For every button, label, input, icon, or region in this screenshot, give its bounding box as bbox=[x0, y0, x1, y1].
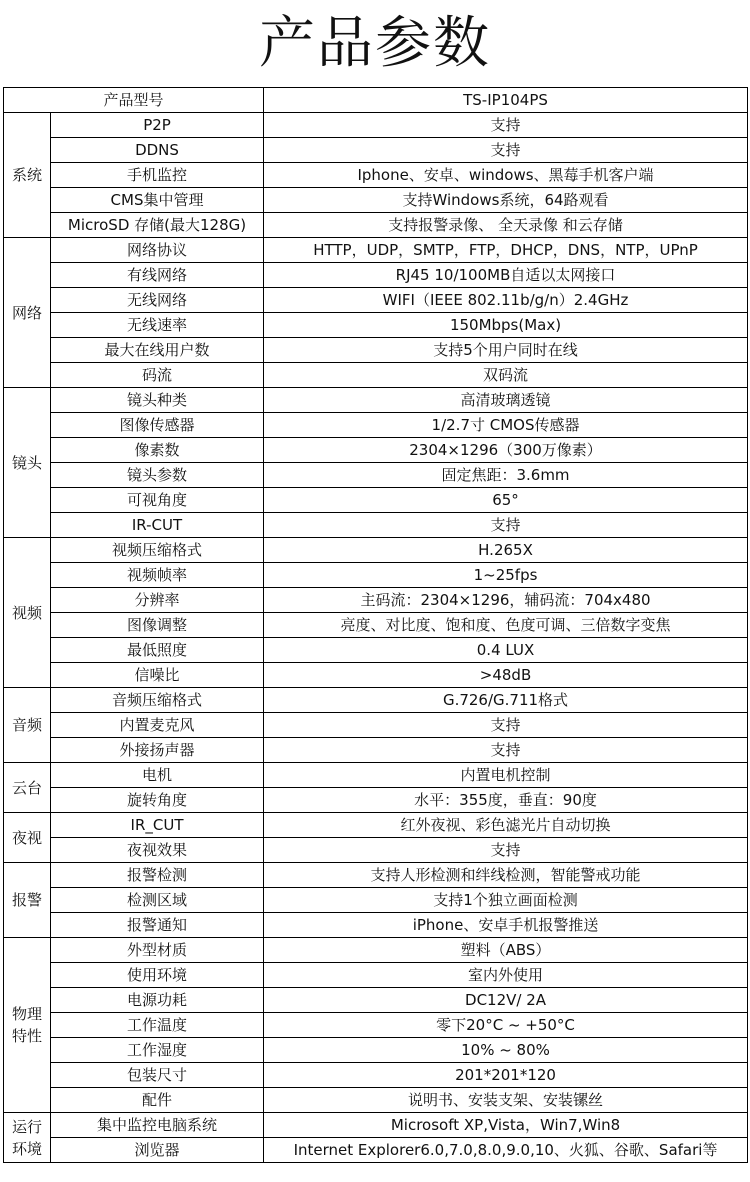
param-value: 亮度、对比度、饱和度、色度可调、三倍数字变焦 bbox=[264, 613, 748, 638]
param-value: 支持5个用户同时在线 bbox=[264, 338, 748, 363]
param-name: 夜视效果 bbox=[51, 838, 264, 863]
category-cell: 镜头 bbox=[4, 388, 51, 538]
category-cell: 网络 bbox=[4, 238, 51, 388]
table-row bbox=[4, 763, 748, 788]
param-name: 像素数 bbox=[51, 438, 264, 463]
param-name: 内置麦克风 bbox=[51, 713, 264, 738]
spec-table bbox=[3, 87, 748, 1163]
model-value: TS-IP104PS bbox=[264, 88, 748, 113]
param-value: Iphone、安卓、windows、黑莓手机客户端 bbox=[264, 163, 748, 188]
model-label: 产品型号 bbox=[4, 88, 264, 113]
param-name: 视频帧率 bbox=[51, 563, 264, 588]
table-row bbox=[4, 863, 748, 888]
category-cell: 物理 特性 bbox=[4, 938, 51, 1113]
param-name: 镜头种类 bbox=[51, 388, 264, 413]
table-row bbox=[4, 288, 748, 313]
table-row bbox=[4, 188, 748, 213]
param-name: 旋转角度 bbox=[51, 788, 264, 813]
param-value: iPhone、安卓手机报警推送 bbox=[264, 913, 748, 938]
param-value: 双码流 bbox=[264, 363, 748, 388]
param-name: 电源功耗 bbox=[51, 988, 264, 1013]
param-name: 报警通知 bbox=[51, 913, 264, 938]
param-name: 配件 bbox=[51, 1088, 264, 1113]
param-name: 外型材质 bbox=[51, 938, 264, 963]
table-row bbox=[4, 463, 748, 488]
param-value: 2304×1296（300万像素） bbox=[264, 438, 748, 463]
table-header-row bbox=[4, 88, 748, 113]
category-cell: 系统 bbox=[4, 113, 51, 238]
param-name: 检测区域 bbox=[51, 888, 264, 913]
param-name: P2P bbox=[51, 113, 264, 138]
table-row bbox=[4, 163, 748, 188]
param-value: HTTP，UDP，SMTP，FTP，DHCP，DNS，NTP，UPnP bbox=[264, 238, 748, 263]
table-row bbox=[4, 213, 748, 238]
param-name: 镜头参数 bbox=[51, 463, 264, 488]
table-row bbox=[4, 363, 748, 388]
category-cell: 报警 bbox=[4, 863, 51, 938]
param-name: 无线速率 bbox=[51, 313, 264, 338]
table-row bbox=[4, 1088, 748, 1113]
param-value: 支持1个独立画面检测 bbox=[264, 888, 748, 913]
table-row bbox=[4, 313, 748, 338]
param-value: 说明书、安装支架、安装镙丝 bbox=[264, 1088, 748, 1113]
table-row bbox=[4, 638, 748, 663]
table-row bbox=[4, 713, 748, 738]
param-value: 支持 bbox=[264, 738, 748, 763]
param-name: 视频压缩格式 bbox=[51, 538, 264, 563]
table-row bbox=[4, 813, 748, 838]
param-value: 高清玻璃透镜 bbox=[264, 388, 748, 413]
table-row bbox=[4, 513, 748, 538]
param-name: 信噪比 bbox=[51, 663, 264, 688]
param-value: RJ45 10/100MB自适以太网接口 bbox=[264, 263, 748, 288]
table-row bbox=[4, 838, 748, 863]
param-value: DC12V/ 2A bbox=[264, 988, 748, 1013]
table-row bbox=[4, 963, 748, 988]
table-row bbox=[4, 688, 748, 713]
param-value: 室内外使用 bbox=[264, 963, 748, 988]
param-value: 主码流：2304×1296，辅码流：704x480 bbox=[264, 588, 748, 613]
param-value: 150Mbps(Max) bbox=[264, 313, 748, 338]
param-value: 固定焦距：3.6mm bbox=[264, 463, 748, 488]
param-name: 分辨率 bbox=[51, 588, 264, 613]
param-name: 图像传感器 bbox=[51, 413, 264, 438]
category-cell: 视频 bbox=[4, 538, 51, 688]
param-name: 最低照度 bbox=[51, 638, 264, 663]
category-cell: 云台 bbox=[4, 763, 51, 813]
param-value: 支持 bbox=[264, 713, 748, 738]
param-name: 码流 bbox=[51, 363, 264, 388]
param-name: DDNS bbox=[51, 138, 264, 163]
table-row bbox=[4, 563, 748, 588]
param-value: 支持报警录像、 全天录像 和云存储 bbox=[264, 213, 748, 238]
table-row bbox=[4, 438, 748, 463]
param-name: 可视角度 bbox=[51, 488, 264, 513]
param-value: 红外夜视、彩色滤光片自动切换 bbox=[264, 813, 748, 838]
table-row bbox=[4, 238, 748, 263]
param-name: 音频压缩格式 bbox=[51, 688, 264, 713]
category-cell: 运行 环境 bbox=[4, 1113, 51, 1163]
param-value: 支持 bbox=[264, 513, 748, 538]
param-value: 1/2.7寸 CMOS传感器 bbox=[264, 413, 748, 438]
param-value: Internet Explorer6.0,7.0,8.0,9.0,10、火狐、谷歌、Safari等 bbox=[264, 1138, 748, 1163]
table-row bbox=[4, 1038, 748, 1063]
param-value: 1~25fps bbox=[264, 563, 748, 588]
table-row bbox=[4, 413, 748, 438]
page-title: 产品参数 bbox=[259, 11, 491, 76]
table-row bbox=[4, 338, 748, 363]
param-value: 塑料（ABS） bbox=[264, 938, 748, 963]
table-row bbox=[4, 1138, 748, 1163]
table-row bbox=[4, 138, 748, 163]
table-row bbox=[4, 788, 748, 813]
param-name: 工作湿度 bbox=[51, 1038, 264, 1063]
param-value: 0.4 LUX bbox=[264, 638, 748, 663]
table-row bbox=[4, 738, 748, 763]
param-value: 10% ~ 80% bbox=[264, 1038, 748, 1063]
table-row bbox=[4, 388, 748, 413]
param-name: 电机 bbox=[51, 763, 264, 788]
table-row bbox=[4, 488, 748, 513]
param-name: 手机监控 bbox=[51, 163, 264, 188]
table-row bbox=[4, 1113, 748, 1138]
param-value: 支持人形检测和绊线检测，智能警戒功能 bbox=[264, 863, 748, 888]
table-row bbox=[4, 113, 748, 138]
param-value: 零下20°C ~ +50°C bbox=[264, 1013, 748, 1038]
param-name: IR_CUT bbox=[51, 813, 264, 838]
param-name: CMS集中管理 bbox=[51, 188, 264, 213]
param-name: 包装尺寸 bbox=[51, 1063, 264, 1088]
param-name: 有线网络 bbox=[51, 263, 264, 288]
param-name: 工作温度 bbox=[51, 1013, 264, 1038]
param-value: 支持 bbox=[264, 838, 748, 863]
param-value: 支持Windows系统，64路观看 bbox=[264, 188, 748, 213]
param-name: 图像调整 bbox=[51, 613, 264, 638]
param-name: 报警检测 bbox=[51, 863, 264, 888]
param-name: 使用环境 bbox=[51, 963, 264, 988]
param-name: 最大在线用户数 bbox=[51, 338, 264, 363]
table-row bbox=[4, 913, 748, 938]
table-row bbox=[4, 263, 748, 288]
category-cell: 夜视 bbox=[4, 813, 51, 863]
table-row bbox=[4, 588, 748, 613]
param-name: 网络协议 bbox=[51, 238, 264, 263]
param-value: 内置电机控制 bbox=[264, 763, 748, 788]
table-row bbox=[4, 538, 748, 563]
param-value: Microsoft XP,Vista，Win7,Win8 bbox=[264, 1113, 748, 1138]
param-name: 浏览器 bbox=[51, 1138, 264, 1163]
table-row bbox=[4, 1063, 748, 1088]
param-value: WIFI（IEEE 802.11b/g/n）2.4GHz bbox=[264, 288, 748, 313]
param-value: 支持 bbox=[264, 138, 748, 163]
param-name: 集中监控电脑系统 bbox=[51, 1113, 264, 1138]
param-value: 支持 bbox=[264, 113, 748, 138]
param-name: 无线网络 bbox=[51, 288, 264, 313]
param-value: >48dB bbox=[264, 663, 748, 688]
param-value: 水平：355度，垂直：90度 bbox=[264, 788, 748, 813]
category-cell: 音频 bbox=[4, 688, 51, 763]
table-row bbox=[4, 613, 748, 638]
param-value: G.726/G.711格式 bbox=[264, 688, 748, 713]
param-name: MicroSD 存储(最大128G) bbox=[51, 213, 264, 238]
param-name: 外接扬声器 bbox=[51, 738, 264, 763]
param-value: H.265X bbox=[264, 538, 748, 563]
param-value: 65° bbox=[264, 488, 748, 513]
table-row bbox=[4, 663, 748, 688]
table-row bbox=[4, 938, 748, 963]
param-name: IR-CUT bbox=[51, 513, 264, 538]
table-row bbox=[4, 988, 748, 1013]
table-row bbox=[4, 1013, 748, 1038]
table-row bbox=[4, 888, 748, 913]
param-value: 201*201*120 bbox=[264, 1063, 748, 1088]
